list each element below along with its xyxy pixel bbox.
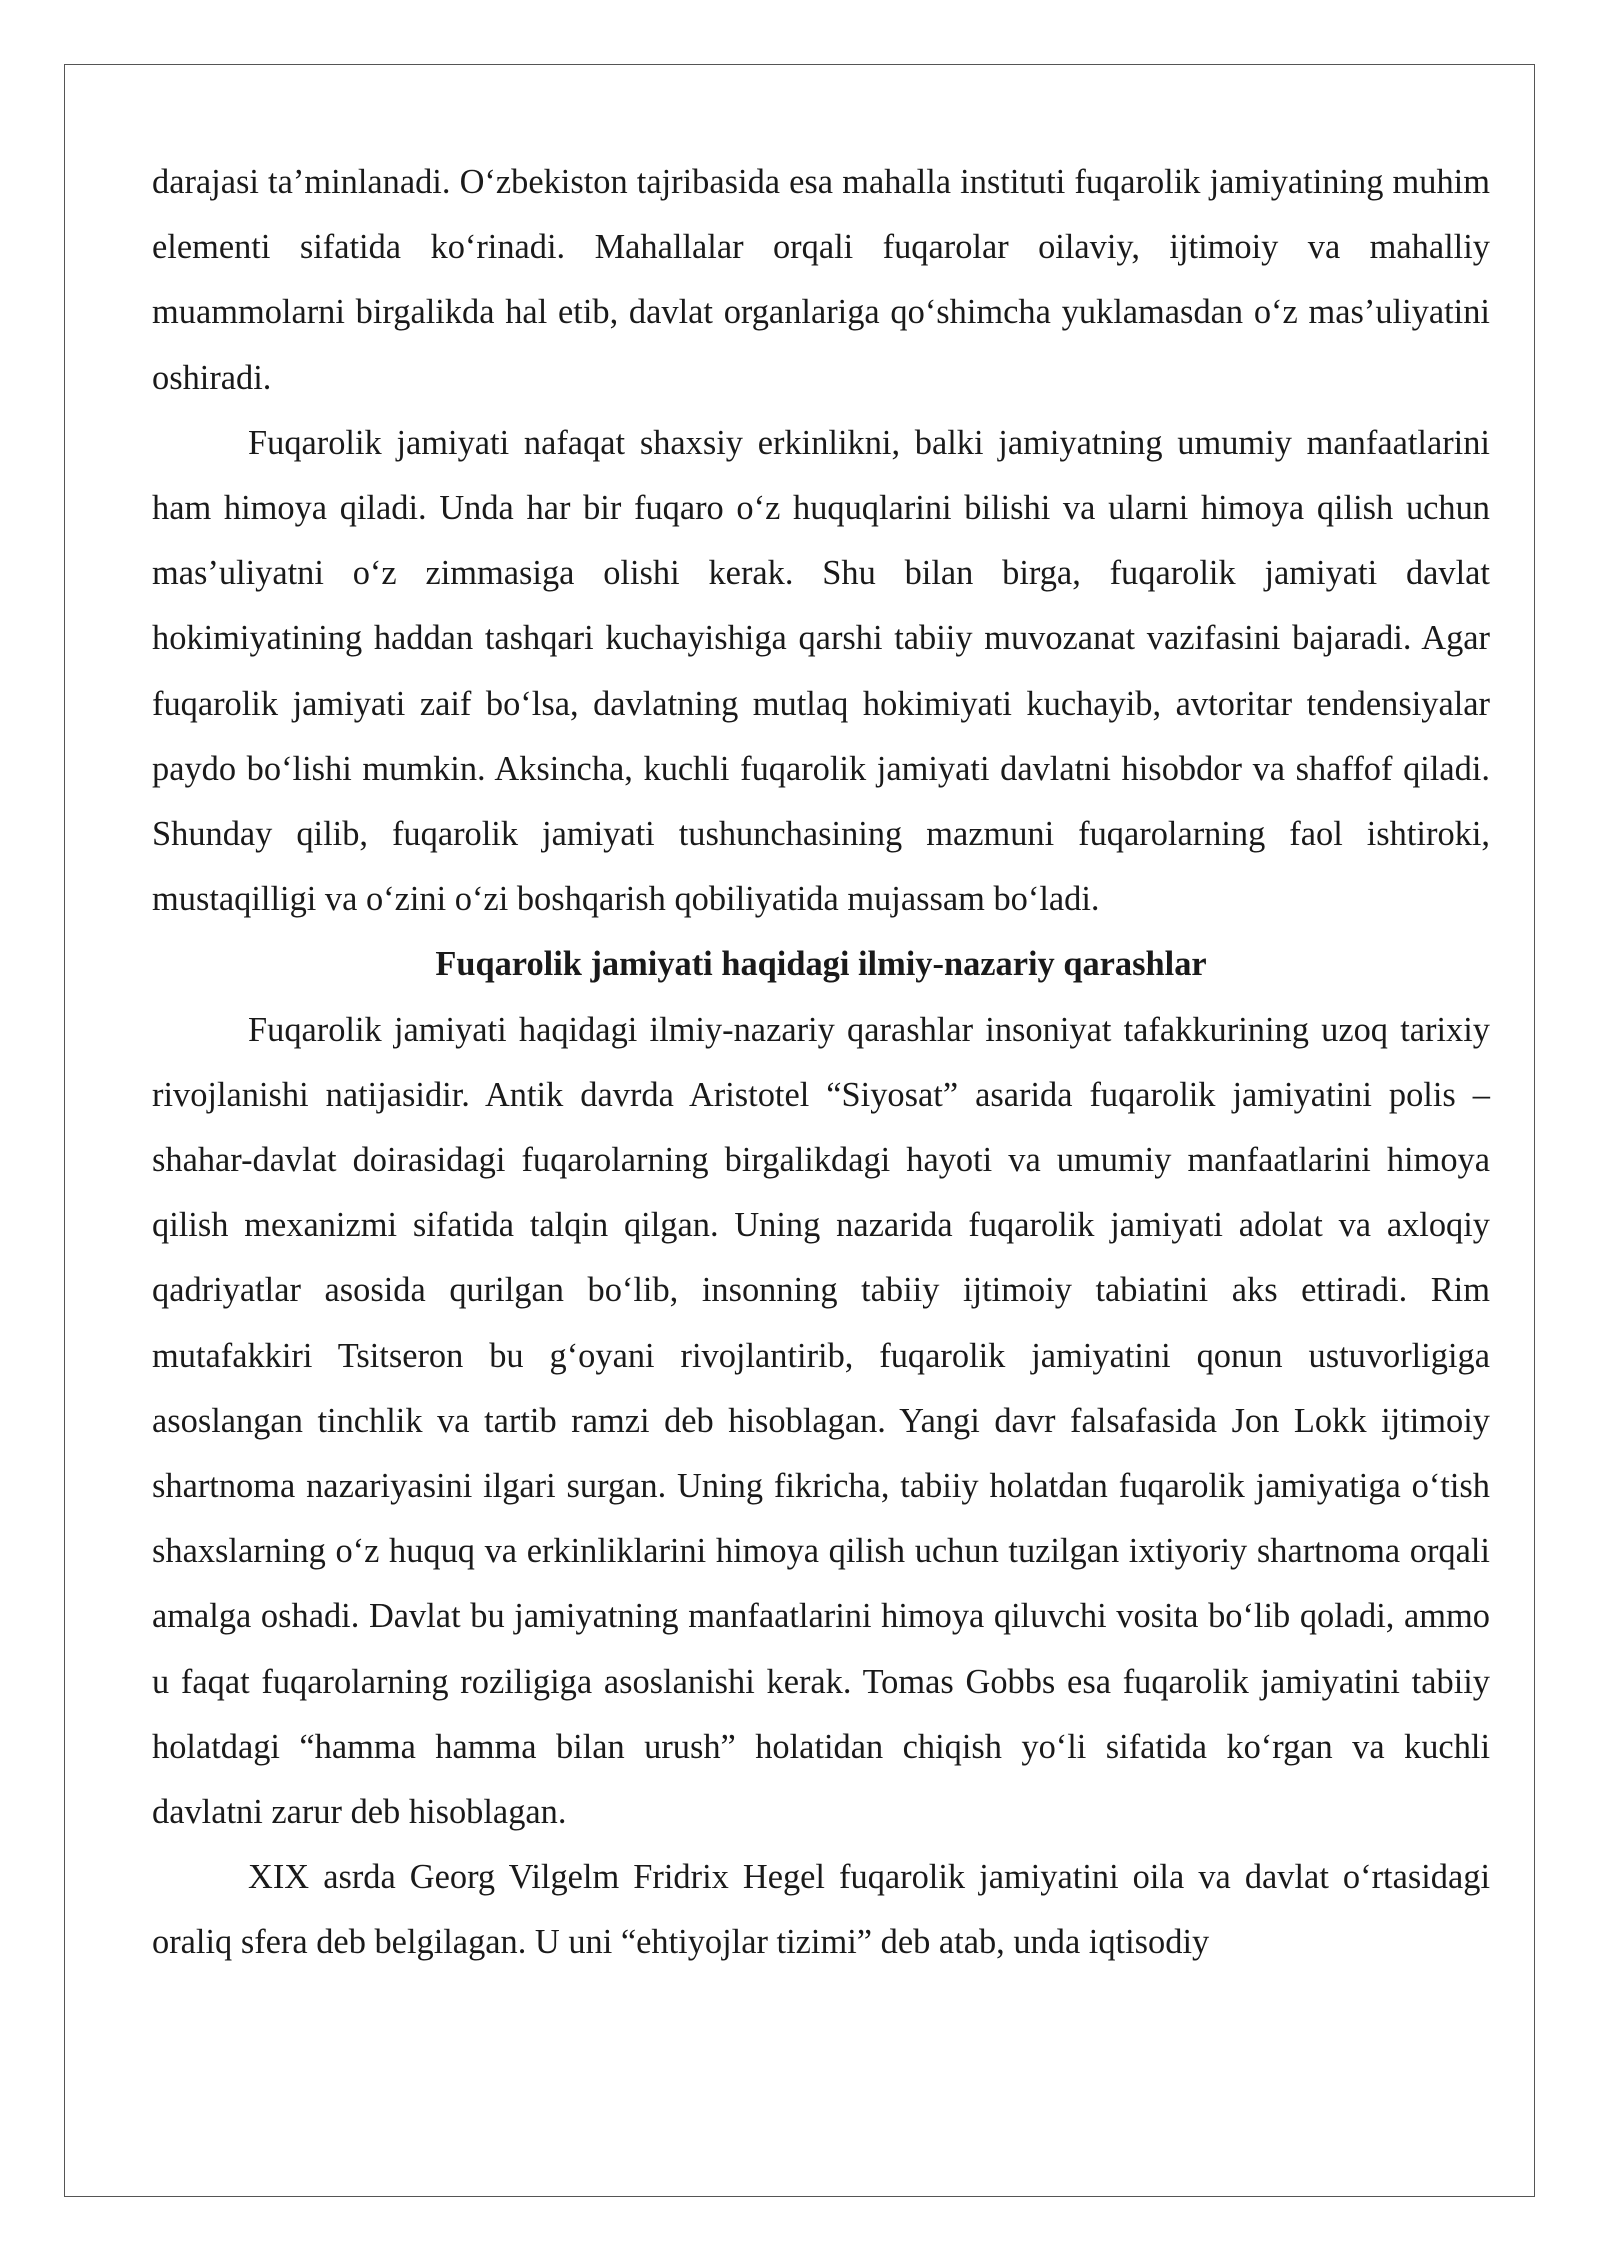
paragraph-hegel: XIX asrda Georg Vilgelm Fridrix Hegel fuqarolik jamiyatini oila va davlat o‘rtasidagi oraliq sfera deb belgilagan. U uni “ehtiyojlar tizimi” deb atab, unda iqtisodiy	[152, 1858, 1490, 1962]
section-heading: Fuqarolik jamiyati haqidagi ilmiy-nazariy qarashlar	[435, 945, 1207, 984]
paragraph-theoretical-views: Fuqarolik jamiyati haqidagi ilmiy-nazariy qarashlar insoniyat tafakkurining uzoq tarixiy rivojlanishi natijasidir. Antik davrda Aristotel “Siyosat” asarida fuqarolik jamiyatini polis – shahar-davlat doirasidagi fuqarolarning birgalikdagi hayoti va umumiy manfaatlarini himoya qilish mexanizmi sifatida talqin qilgan. Uning nazarida fuqarolik jamiyati adolat va axloqiy qadriyatlar asosida qurilgan bo‘lib, insonning tabiiy ijtimoiy tabiatini aks ettiradi. Rim mutafakkiri Tsitseron bu g‘oyani rivojlantirib, fuqarolik jamiyatini qonun ustuvorligiga asoslangan tinchlik va tartib ramzi deb hisoblagan. Yangi davr falsafasida Jon Lokk ijtimoiy shartnoma nazariyasini ilgari surgan. Uning fikricha, tabiiy holatdan fuqarolik jamiyatiga o‘tish shaxslarning o‘z huquq va erkinliklarini himoya qilish uchun tuzilgan ixtiyoriy shartnoma orqali amalga oshadi. Davlat bu jamiyatning manfaatlarini himoya qiluvchi vosita bo‘lib qoladi, ammo u faqat fuqarolarning roziligiga asoslanishi kerak. Tomas Gobbs esa fuqarolik jamiyatini tabiiy holatdagi “hamma hamma bilan urush” holatidan chiqish yo‘li sifatida ko‘rgan va kuchli davlatni zarur deb hisoblagan.	[152, 1010, 1490, 1832]
paragraph-mahalla: darajasi ta’minlanadi. O‘zbekiston tajribasida esa mahalla instituti fuqarolik jamiyatining muhim elementi sifatida ko‘rinadi. Mahallalar orqali fuqarolar oilaviy, ijtimoiy va mahalliy muammolarni birgalikda hal etib, davlat organlariga qo‘shimcha yuklamasdan o‘z mas’uliyatini oshiradi.	[152, 163, 1490, 397]
document-body	[152, 150, 1490, 1976]
paragraph-civil-society-role: Fuqarolik jamiyati nafaqat shaxsiy erkinlikni, balki jamiyatning umumiy manfaatlarini ham himoya qiladi. Unda har bir fuqaro o‘z huquqlarini bilishi va ularni himoya qilish uchun mas’uliyatni o‘z zimmasiga olishi kerak. Shu bilan birga, fuqarolik jamiyati davlat hokimiyatining haddan tashqari kuchayishiga qarshi tabiiy muvozanat vazifasini bajaradi. Agar fuqarolik jamiyati zaif bo‘lsa, davlatning mutlaq hokimiyati kuchayib, avtoritar tendensiyalar paydo bo‘lishi mumkin. Aksincha, kuchli fuqarolik jamiyati davlatni hisobdor va shaffof qiladi. Shunday qilib, fuqarolik jamiyati tushunchasining mazmuni fuqarolarning faol ishtiroki, mustaqilligi va o‘zini o‘zi boshqarish qobiliyatida mujassam bo‘ladi.	[152, 423, 1490, 919]
